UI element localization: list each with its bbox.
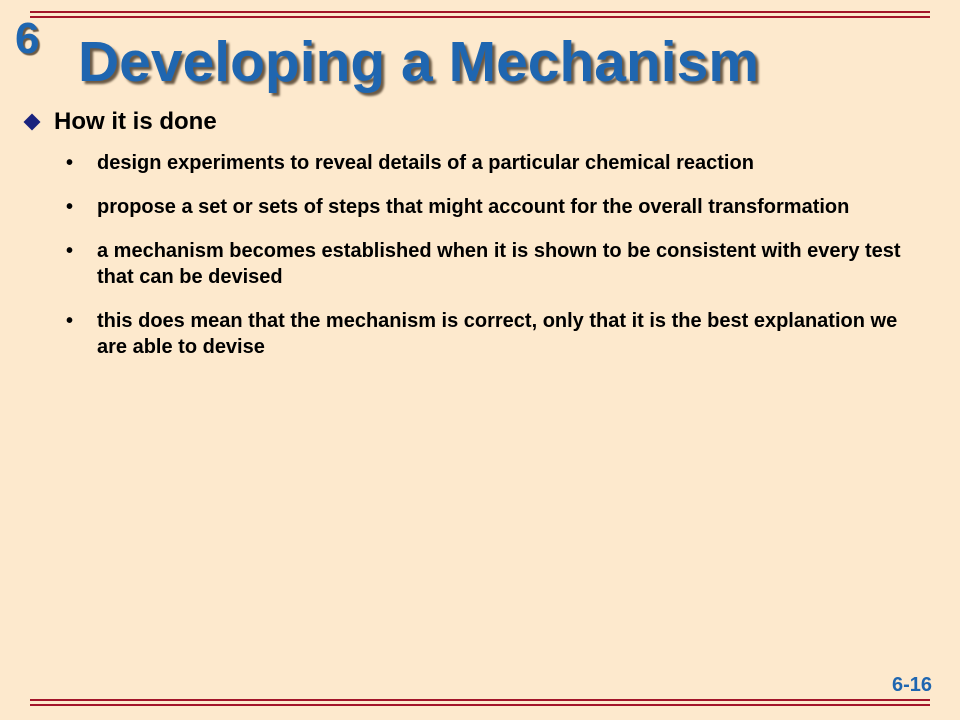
chapter-number: 6 (15, 14, 40, 63)
level1-text: How it is done (54, 108, 217, 135)
bullet-text: this does mean that the mechanism is correct, only that it is the best explanation we are able to devise (97, 310, 898, 358)
list-item (66, 194, 926, 220)
slide-title: Developing a Mechanism (78, 30, 760, 94)
page-number: 6-16 (891, 674, 932, 696)
list-item (66, 308, 926, 360)
list-item (66, 238, 926, 290)
list-item (66, 150, 926, 176)
level1-bullet (22, 108, 217, 136)
bullet-text: design experiments to reveal details of a particular chemical reaction (97, 152, 754, 174)
bullet-text: a mechanism becomes established when it is shown to be consistent with every test that can be devised (97, 240, 901, 288)
bullet-text: propose a set or sets of steps that might account for the overall transformation (97, 196, 850, 218)
bullet-dot-icon: • (66, 310, 74, 332)
diamond-bullet-icon (24, 114, 41, 131)
bullet-dot-icon: • (66, 152, 74, 174)
bullet-list (66, 150, 926, 378)
bullet-dot-icon: • (66, 196, 74, 218)
bullet-dot-icon: • (66, 240, 74, 262)
